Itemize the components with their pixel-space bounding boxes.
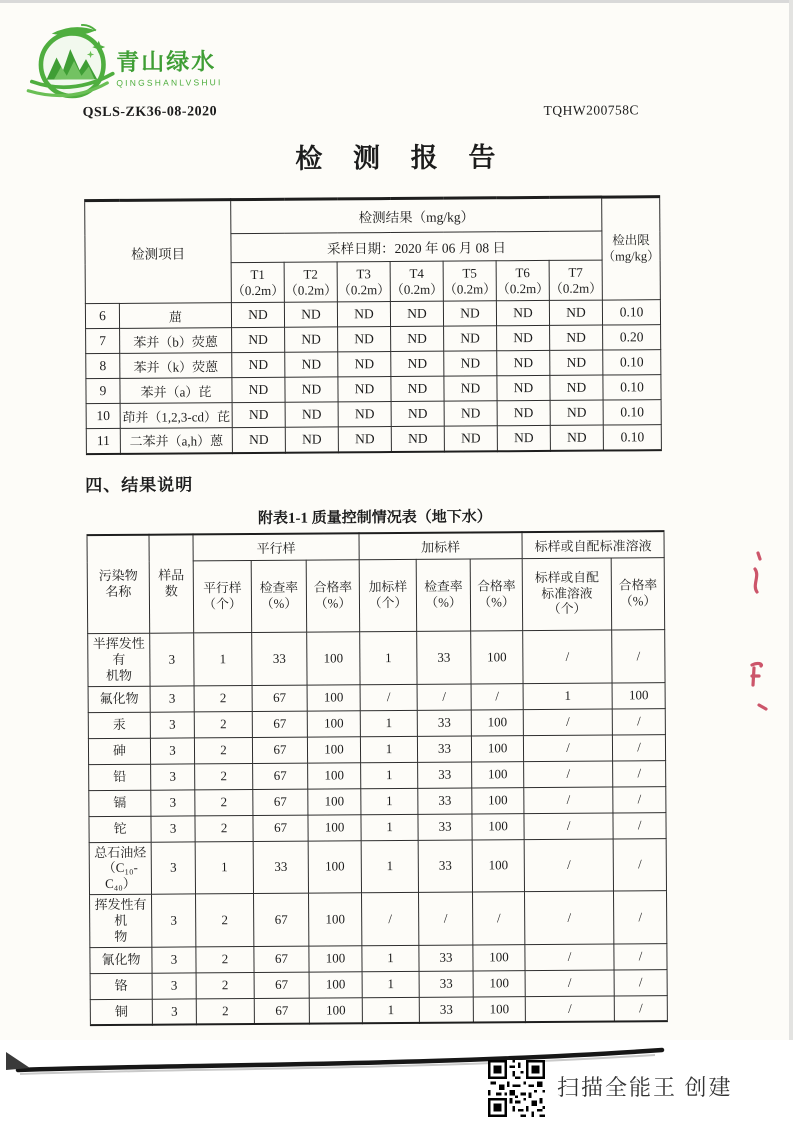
sample-column-header: T3 （0.2m） <box>337 262 390 302</box>
qr-code <box>488 1060 545 1117</box>
sample-count: 3 <box>150 711 194 737</box>
result-value: ND <box>338 327 391 352</box>
parallel-value: 67 <box>252 711 307 737</box>
report-code: TQHW200758C <box>543 102 640 118</box>
spiked-value: / <box>471 683 523 709</box>
parallel-value: 2 <box>194 737 252 763</box>
parallel-value: 67 <box>253 815 308 841</box>
qc-subheader: 合格率 （%） <box>306 560 360 632</box>
standard-value: / <box>614 995 667 1021</box>
parallel-value: 2 <box>194 711 252 737</box>
table-row <box>88 734 665 764</box>
result-value: ND <box>285 352 338 377</box>
row-number: 8 <box>86 353 120 378</box>
sample-count: 3 <box>151 841 195 894</box>
company-logo-icon <box>26 20 119 109</box>
spiked-value: 1 <box>362 971 419 997</box>
table-row <box>89 812 666 842</box>
result-value: ND <box>444 426 497 451</box>
result-value: ND <box>550 400 603 425</box>
logo-company-pinyin: QINGSHANLVSHUI <box>116 77 223 88</box>
parallel-value: 2 <box>194 685 252 711</box>
pollutant-name: 砷 <box>88 738 150 764</box>
scan-app-footer <box>0 1040 793 1122</box>
sample-column-header: T2 （0.2m） <box>284 262 337 302</box>
qc-subheader: 合格率 （%） <box>611 558 665 630</box>
result-value: ND <box>444 326 497 351</box>
sample-column-header: T1 （0.2m） <box>231 262 284 302</box>
spiked-value: 1 <box>361 814 418 840</box>
standard-value: / <box>524 787 613 814</box>
result-value: ND <box>338 427 391 452</box>
result-value: ND <box>391 351 444 376</box>
result-value: ND <box>444 351 497 376</box>
qc-header-standard-group: 标样或自配标准溶液 <box>522 531 664 559</box>
qc-header-spiked-group: 加标样 <box>359 532 522 560</box>
result-value: ND <box>232 327 285 352</box>
qc-subheader: 标样或自配 标准溶液 （个） <box>522 558 612 631</box>
detection-limit: 0.10 <box>603 425 661 450</box>
pollutant-name: 半挥发性有 机物 <box>88 633 150 686</box>
result-value: ND <box>550 425 603 450</box>
result-value: ND <box>549 300 602 325</box>
standard-value: / <box>612 734 665 760</box>
analyte-name: 苯并（b）荧蒽 <box>120 328 232 354</box>
result-value: ND <box>550 350 603 375</box>
scan-right-edge <box>789 0 793 1062</box>
result-value: ND <box>285 327 338 352</box>
sample-count: 3 <box>152 999 196 1025</box>
parallel-value: 2 <box>195 815 253 841</box>
parallel-value: 100 <box>309 997 362 1023</box>
parallel-value: 33 <box>253 841 308 894</box>
parallel-value: 100 <box>308 788 361 814</box>
sample-count: 3 <box>150 686 194 712</box>
sample-count: 3 <box>151 789 195 815</box>
result-value: ND <box>391 426 444 451</box>
table-row <box>90 969 667 999</box>
sample-count: 3 <box>151 815 195 841</box>
result-value: ND <box>390 301 443 326</box>
standard-value: / <box>523 709 612 736</box>
row-number: 6 <box>85 303 119 328</box>
parallel-value: 67 <box>252 685 307 711</box>
report-title: 检 测 报 告 <box>295 142 508 174</box>
detection-limit: 0.10 <box>603 375 661 400</box>
result-value: ND <box>444 401 497 426</box>
parallel-value: 2 <box>196 972 254 998</box>
spiked-value: 100 <box>473 944 525 970</box>
spiked-value: / <box>362 893 419 946</box>
qc-subheader: 合格率 （%） <box>470 559 523 631</box>
logo-company-name: 青山绿水 <box>116 48 217 75</box>
parallel-value: 2 <box>196 998 254 1024</box>
document-code: QSLS-ZK36-08-2020 <box>82 104 218 121</box>
result-value: ND <box>550 375 603 400</box>
sample-count: 3 <box>152 947 196 973</box>
parallel-value: 67 <box>254 893 309 946</box>
spiked-value: 33 <box>418 762 472 788</box>
spiked-value: 33 <box>417 710 471 736</box>
row-number: 10 <box>86 403 120 428</box>
result-value: ND <box>232 377 285 402</box>
standard-value: / <box>614 891 667 944</box>
pollutant-name: 镉 <box>89 790 151 816</box>
table-row <box>90 891 667 948</box>
standard-value: / <box>525 970 614 997</box>
qc-header-parallel-group: 平行样 <box>193 533 359 561</box>
pollutant-name: 氰化物 <box>90 947 152 973</box>
parallel-value: 100 <box>307 710 360 736</box>
table-row <box>86 425 661 454</box>
sample-column-header: T7 （0.2m） <box>549 260 602 300</box>
spiked-value: 1 <box>360 710 417 736</box>
spiked-value: 100 <box>473 996 525 1022</box>
analyte-name: 苯并（a）芘 <box>120 378 232 404</box>
qc-table-title: 附表1-1 质量控制情况表（地下水） <box>257 508 492 527</box>
parallel-value: 67 <box>254 972 309 998</box>
detection-limit: 0.10 <box>603 350 661 375</box>
spiked-value: 100 <box>471 709 523 735</box>
analyte-name: 苯并（k）荧蒽 <box>120 353 232 379</box>
logo-text-block <box>116 43 223 88</box>
qc-subheader: 平行样 （个） <box>193 561 252 633</box>
page-header <box>0 0 792 131</box>
result-value: ND <box>497 400 550 425</box>
spiked-value: 100 <box>472 761 524 787</box>
result-value: ND <box>497 325 550 350</box>
section-heading: 四、结果说明 <box>85 474 194 495</box>
result-value: ND <box>232 352 285 377</box>
standard-value: / <box>612 708 665 734</box>
parallel-value: 100 <box>307 632 360 685</box>
standard-value: / <box>613 838 666 891</box>
analyte-name: 茚并（1,2,3-cd）芘 <box>120 403 232 429</box>
parallel-value: 1 <box>195 841 253 894</box>
parallel-value: 67 <box>253 789 308 815</box>
result-value: ND <box>285 427 338 452</box>
row-number: 11 <box>86 428 120 453</box>
standard-value: / <box>613 760 666 786</box>
parallel-value: 100 <box>309 945 362 971</box>
detection-limit: 0.20 <box>603 325 661 350</box>
spiked-value: 1 <box>361 762 418 788</box>
parallel-value: 1 <box>194 633 252 686</box>
result-value: ND <box>232 402 285 427</box>
parallel-value: 67 <box>254 998 309 1024</box>
result-value: ND <box>391 326 444 351</box>
spiked-value: 33 <box>417 736 471 762</box>
spiked-value: 1 <box>361 788 418 814</box>
spiked-value: 1 <box>362 945 419 971</box>
standard-value: 100 <box>612 682 665 708</box>
parallel-value: 2 <box>195 763 253 789</box>
qc-subheader: 检查率 （%） <box>416 559 471 631</box>
qc-header-pollutant: 污染物 名称 <box>87 534 150 633</box>
spiked-value: / <box>360 684 417 710</box>
spiked-value: 33 <box>419 945 473 971</box>
results-table <box>84 195 662 455</box>
result-value: ND <box>550 325 603 350</box>
table-row <box>90 995 667 1025</box>
spiked-value: 1 <box>362 997 419 1023</box>
row-number: 9 <box>86 378 120 403</box>
spiked-value: 33 <box>418 788 472 814</box>
result-value: ND <box>391 401 444 426</box>
spiked-value: 33 <box>418 814 472 840</box>
spiked-value: 100 <box>472 787 524 813</box>
result-value: ND <box>232 427 285 452</box>
parallel-value: 2 <box>195 789 253 815</box>
pollutant-name: 氟化物 <box>88 686 150 712</box>
standard-value: / <box>613 812 666 838</box>
parallel-value: 100 <box>307 684 360 710</box>
standard-value: 1 <box>523 683 612 710</box>
result-value: ND <box>285 402 338 427</box>
spiked-value: / <box>417 684 471 710</box>
results-header-limit: 检出限 （mg/kg） <box>602 197 661 300</box>
result-value: ND <box>444 376 497 401</box>
spiked-value: 100 <box>471 631 523 684</box>
parallel-value: 67 <box>253 763 308 789</box>
standard-value: / <box>524 813 613 840</box>
standard-value: / <box>523 735 612 762</box>
result-value: ND <box>284 302 337 327</box>
red-ink-marks <box>742 545 786 725</box>
parallel-value: 100 <box>307 736 360 762</box>
result-value: ND <box>497 375 550 400</box>
pollutant-name: 铊 <box>89 816 151 842</box>
result-value: ND <box>497 425 550 450</box>
scan-top-edge <box>0 0 793 3</box>
pollutant-name: 铅 <box>89 764 151 790</box>
result-value: ND <box>496 300 549 325</box>
spiked-value: / <box>419 892 473 945</box>
qc-subheader: 加标样 （个） <box>359 559 417 631</box>
parallel-value: 33 <box>252 632 307 685</box>
sample-count: 3 <box>150 633 194 686</box>
parallel-value: 2 <box>196 946 254 972</box>
sample-count: 3 <box>150 737 194 763</box>
spiked-value: 33 <box>419 997 473 1023</box>
standard-value: / <box>613 786 666 812</box>
spiked-value: 33 <box>419 971 473 997</box>
sample-column-header: T5 （0.2m） <box>443 261 496 301</box>
results-header-sampling-date: 采样日期：2020 年 06 月 08 日 <box>231 231 602 263</box>
standard-value: / <box>524 761 613 788</box>
spiked-value: 100 <box>473 970 525 996</box>
sample-column-header: T4 （0.2m） <box>390 261 443 301</box>
result-value: ND <box>338 377 391 402</box>
pollutant-name: 铬 <box>90 973 152 999</box>
result-value: ND <box>338 352 391 377</box>
scanner-credit-text: 扫描全能王 创建 <box>557 1075 733 1100</box>
analyte-name: 二苯并（a,h）蒽 <box>120 428 232 454</box>
results-header-item: 检测项目 <box>85 200 232 304</box>
sample-count: 3 <box>152 973 196 999</box>
parallel-value: 100 <box>308 762 361 788</box>
row-number: 7 <box>86 328 120 353</box>
parallel-value: 2 <box>196 894 254 947</box>
parallel-value: 100 <box>308 840 361 893</box>
results-table-body <box>85 300 661 454</box>
table-row <box>88 682 665 712</box>
analyte-name: 䓛 <box>119 303 231 329</box>
table-row <box>89 838 666 895</box>
spiked-value: 1 <box>360 631 417 684</box>
standard-value: / <box>523 630 612 683</box>
spiked-value: 1 <box>360 736 417 762</box>
spiked-value: 1 <box>361 840 418 893</box>
pollutant-name: 汞 <box>88 712 150 738</box>
results-header-group: 检测结果（mg/kg） <box>231 197 602 234</box>
result-value: ND <box>497 350 550 375</box>
pollutant-name: 铜 <box>90 999 152 1025</box>
standard-value: / <box>614 943 667 969</box>
parallel-value: 100 <box>309 971 362 997</box>
detection-limit: 0.10 <box>603 400 661 425</box>
spiked-value: 33 <box>417 631 471 684</box>
spiked-value: 100 <box>471 735 523 761</box>
result-value: ND <box>337 302 390 327</box>
standard-value: / <box>525 891 614 944</box>
result-value: ND <box>391 376 444 401</box>
result-value: ND <box>338 402 391 427</box>
result-value: ND <box>285 377 338 402</box>
pollutant-name: 总石油烃 （C₁₀-C₄₀） <box>89 842 151 895</box>
sample-column-header: T6 （0.2m） <box>496 260 549 300</box>
standard-value: / <box>525 944 614 971</box>
spiked-value: 100 <box>472 839 524 892</box>
parallel-value: 100 <box>309 893 362 946</box>
sample-count: 3 <box>152 894 196 947</box>
qc-table-body <box>88 630 668 1026</box>
parallel-value: 100 <box>308 814 361 840</box>
standard-value: / <box>524 839 613 892</box>
standard-value: / <box>614 969 667 995</box>
table-row <box>89 786 666 816</box>
result-value: ND <box>443 301 496 326</box>
table-row <box>88 630 665 687</box>
detection-limit: 0.10 <box>602 300 660 325</box>
qc-subheader: 检查率 （%） <box>251 560 307 632</box>
parallel-value: 67 <box>254 946 309 972</box>
spiked-value: 100 <box>472 813 524 839</box>
result-value: ND <box>231 302 284 327</box>
table-row <box>88 708 665 738</box>
standard-value: / <box>525 996 614 1023</box>
spiked-value: / <box>473 892 525 945</box>
sample-count: 3 <box>151 763 195 789</box>
qc-header-sample-count: 样品 数 <box>149 534 194 633</box>
table-row <box>90 943 667 973</box>
spiked-value: 33 <box>418 840 472 893</box>
table-row <box>89 760 666 790</box>
standard-value: / <box>612 630 665 683</box>
qc-table <box>86 530 668 1027</box>
parallel-value: 67 <box>252 737 307 763</box>
pollutant-name: 挥发性有机 物 <box>90 894 152 947</box>
